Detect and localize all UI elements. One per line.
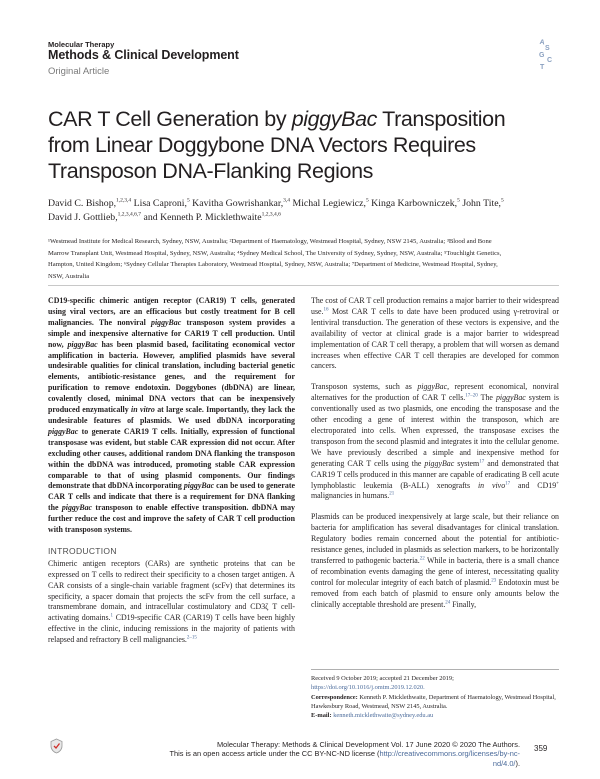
svg-text:G: G [539, 52, 545, 59]
svg-text:S: S [545, 45, 550, 52]
correspondence-text: Kenneth P. Micklethwaite, Department of Haematology, Westmead Hospital, Hawkesbury Road, Westmead, NSW 2145, Australia. [311, 693, 556, 710]
italic-text: piggyBac [424, 458, 455, 468]
body-text: Plasmids can be produced inexpensively at large scale, but their reliance on bacteria for amplification has several disadvantages for clinical translation. Regulatory bodies remain concerned about the potential for antibiotic-resistance genes, included in plasmids as selection markers, to be horizontally transferred to pathogenic bacteria. [311, 512, 559, 565]
article-type: Original Article [48, 66, 110, 77]
body-text: Finally, [450, 599, 477, 609]
abstract-text: transposon system provides a simple and inexpensive alternative for CAR19 T cell production. Until now, [48, 317, 295, 349]
received-date: Received 9 October 2019; accepted 21 December 2019; [311, 675, 454, 682]
svg-text:C: C [547, 57, 553, 64]
body-text: , represent economical, nonviral alternatives for the production of CAR T cells. [311, 382, 559, 403]
author-affiliation-sup: 5 [457, 197, 460, 204]
author-affiliation-sup: 1,2,3,4,6 [261, 211, 281, 218]
notes-divider [311, 669, 559, 670]
reference-link[interactable]: 22 [419, 556, 425, 562]
author-affiliation-sup: 5 [501, 197, 504, 204]
journal-name: Methods & Clinical Development [48, 48, 239, 62]
license-link[interactable]: http://creativecommons.org/licenses/by-nc-nd/4.0/ [379, 749, 520, 768]
body-paragraph [311, 512, 559, 610]
body-text: Transposon systems, such as [311, 382, 418, 392]
author-name[interactable]: Michal Legiewicz, [290, 198, 366, 209]
asgct-logo-icon [536, 38, 558, 70]
reference-link[interactable]: 17 [505, 480, 511, 486]
title-line1-suffix: Transposition [377, 107, 506, 131]
right-column [311, 296, 559, 620]
body-text: system is conventionally used as two plasmids, one encoding the transposase and the other encoding a gene of interest within the transposon, which are electroporated into cells. When expressed, the transposase excises the transposon from the second plasmid and integrates it into the cellular genome. We have previously described a simple and inexpensive method for generating CAR T cells using the [311, 393, 559, 468]
title-line2: from Linear Doggybone DNA Vectors Requires [48, 133, 476, 157]
author-affiliation-sup: 1,2,3,4 [116, 197, 132, 204]
author-name[interactable]: and Kenneth P. Micklethwaite [141, 211, 262, 223]
reference-link[interactable]: 23 [491, 578, 497, 584]
email-link[interactable]: kenneth.micklethwaite@sydney.edu.au [331, 712, 434, 720]
italic-text: piggyBac [417, 382, 448, 392]
body-paragraph [311, 296, 559, 372]
affiliation-line: Hampton, United Kingdom; ⁶Sydney Cellular Therapies Laboratory, Westmead Hospital, Sydney, NSW, Australia; ⁷Department of Medicine, Westmead Hospital, Sydney, [48, 261, 498, 268]
affiliations [48, 236, 570, 282]
footer-citation: Molecular Therapy: Methods & Clinical Development Vol. 17 June 2020 © 2020 The Authors. [216, 740, 520, 749]
author-name[interactable]: John Tite, [459, 198, 501, 209]
abstract-text: can be used to generate CAR T cells and indicate that there is a requirement for DNA flanking the [48, 481, 295, 513]
superscript: + [556, 480, 559, 486]
abstract-italic: piggyBac [48, 426, 79, 436]
reference-link[interactable]: 24 [445, 599, 451, 605]
header-divider [48, 285, 559, 286]
body-text: Most CAR T cells to date have been produced using γ-retroviral or lentiviral transduction. The generation of these vectors is expensive, and the availability of vector at clinical grade is a major barrier to widespread implementation of CAR T cell therapy, a problem that will worsen as demand increases when effective CAR T cell therapies are developed for common cancers. [311, 306, 559, 371]
check-for-updates-icon[interactable] [50, 738, 63, 754]
abstract-text: to generate CAR19 T cells. Initially, expression of functional transposase was evident, but stable CAR expression did not occur. After excluding other causes, additional random DNA flanking the transposon within the dbDNA was introduced, promoting stable CAR expression comparable to that of using plasmid components. Our findings demonstrate that dbDNA incorporating [48, 426, 295, 491]
body-text: malignancies in humans. [311, 491, 390, 501]
author-list [48, 197, 568, 224]
title-line3: Transposon DNA-Flanking Regions [48, 159, 373, 183]
author-name[interactable]: Kavitha Gowrishankar, [189, 198, 284, 209]
body-text: Chimeric antigen receptors (CARs) are synthetic proteins that can be expressed on T cells to redirect their specificity to a chosen target antigen. A CAR consists of a single-chain variable fragment (scFv) that determines its specificity, a spacer domain that projects the scFv from the cell surface, a transmembrane domain, and intracellular costimulatory and CD3ζ T cell-activating domains. [48, 558, 295, 623]
section-heading-introduction: INTRODUCTION [48, 545, 117, 556]
author-name[interactable]: Kinga Karbowniczek, [368, 198, 458, 209]
reference-link[interactable]: 16 [323, 307, 329, 313]
article-title [48, 106, 568, 184]
reference-link[interactable]: 1 [110, 613, 114, 619]
article-notes [311, 674, 561, 720]
abstract-italic: piggyBac [151, 317, 182, 327]
abstract-text: CD19-specific chimeric antigen receptor (CAR19) T cells, generated using viral vectors, are an efficacious but costly treatment for B cell malignancies. The nonviral [48, 296, 295, 327]
title-line1-prefix: CAR T Cell Generation by [48, 107, 292, 131]
author-name[interactable]: David J. Gottlieb, [48, 211, 118, 223]
affiliation-line: ¹Westmead Institute for Medical Research, Sydney, NSW, Australia; ²Department of Haematology, Westmead Hospital, Sydney, NSW 2145, Australia; ³Blood and Bone [48, 238, 492, 245]
page-footer [150, 740, 520, 768]
abstract-italic: piggyBac [67, 339, 98, 349]
author-name[interactable]: David C. Bishop, [48, 198, 117, 209]
abstract-italic: in vitro [131, 405, 155, 415]
introduction-paragraph [48, 559, 295, 646]
body-paragraph [311, 382, 559, 502]
abstract-text: has been plasmid based, facilitating economical vector amplification in bacteria. However, amplified plasmids have several undesirable qualities for clinical translation, including bacterial genetic elements, antibiotic-resistance genes, and the requirement for purification to remove endotoxin. Doggybones (dbDNA) are linear, covalently closed, minimal DNA vectors that can be inexpensively produced enzymatically [48, 339, 295, 415]
italic-text: piggyBac [495, 393, 526, 403]
abstract-italic: piggyBac [61, 503, 93, 513]
email-label: E-mail: [311, 712, 332, 720]
body-text: While in bacteria, there is a small chance of recombination events damaging the gene of interest, necessitating quality control for molecular integrity of each batch of plasmid. [311, 555, 559, 587]
affiliation-line: NSW, Australia [48, 272, 90, 280]
abstract-text: at large scale. Importantly, they lack the undesirable features of plasmids. We used dbDNA incorporating [48, 405, 295, 425]
reference-link[interactable]: 17 [479, 459, 485, 465]
author-affiliation-sup: 5 [365, 197, 369, 204]
reference-link[interactable]: 17–20 [465, 393, 478, 399]
body-text: The [477, 393, 496, 403]
italic-text: in vivo [477, 480, 506, 490]
author-affiliation-sup: 5 [186, 197, 190, 204]
author-affiliation-sup: 1,2,3,4,6,7 [117, 211, 142, 218]
left-column [48, 296, 295, 646]
svg-text:A: A [539, 38, 546, 47]
title-line1-italic: piggyBac [291, 107, 377, 131]
affiliation-line: Marrow Transplant Unit, Westmead Hospital, Sydney, NSW, Australia; ⁴Sydney Medical School, The University of Sydney, Sydney, NSW, Australia; ⁵Touchlight Genetics, [48, 249, 502, 257]
body-text: and CD19 [510, 480, 557, 490]
page-number: 359 [534, 744, 548, 753]
footer-license-end: ). [515, 758, 520, 768]
reference-link[interactable]: 21 [389, 491, 395, 497]
body-text: system [454, 458, 480, 468]
reference-link[interactable]: 2–15 [186, 635, 197, 641]
body-text: The cost of CAR T cell production remains a major barrier to their widespread use. [311, 296, 559, 316]
journal-name-small: Molecular Therapy [48, 40, 115, 49]
body-text: and demonstrated that CAR19 T cells produced in this manner are capable of eradicating B cell acute lymphoblastic leukemia (B-ALL) xenografts [311, 458, 559, 490]
abstract-italic: piggyBac [183, 481, 215, 491]
svg-text:T: T [540, 64, 545, 70]
doi-link[interactable]: https://doi.org/10.1016/j.omtm.2019.12.020. [311, 684, 425, 692]
body-text: Endotoxin must be removed from each batch of plasmid to ensure only amounts below the clinically acceptable threshold are present. [311, 577, 559, 609]
footer-license: This is an open access article under the CC BY-NC-ND license ( [169, 749, 380, 759]
author-affiliation-sup: 3,4 [283, 197, 291, 204]
author-name[interactable]: Lisa Caproni, [131, 198, 187, 209]
abstract [48, 296, 295, 536]
correspondence-label: Correspondence: [311, 693, 358, 701]
body-text: CD19-specific CAR (CAR19) T cells have been highly effective in the clinic, inducing remissions in the majority of patients with relapsed and refractory B cell malignancies. [48, 613, 296, 645]
abstract-text: transposon to enable effective transposition. dbDNA may further reduce the cost and improve the safety of CAR T cell production with transposon systems. [48, 503, 295, 535]
